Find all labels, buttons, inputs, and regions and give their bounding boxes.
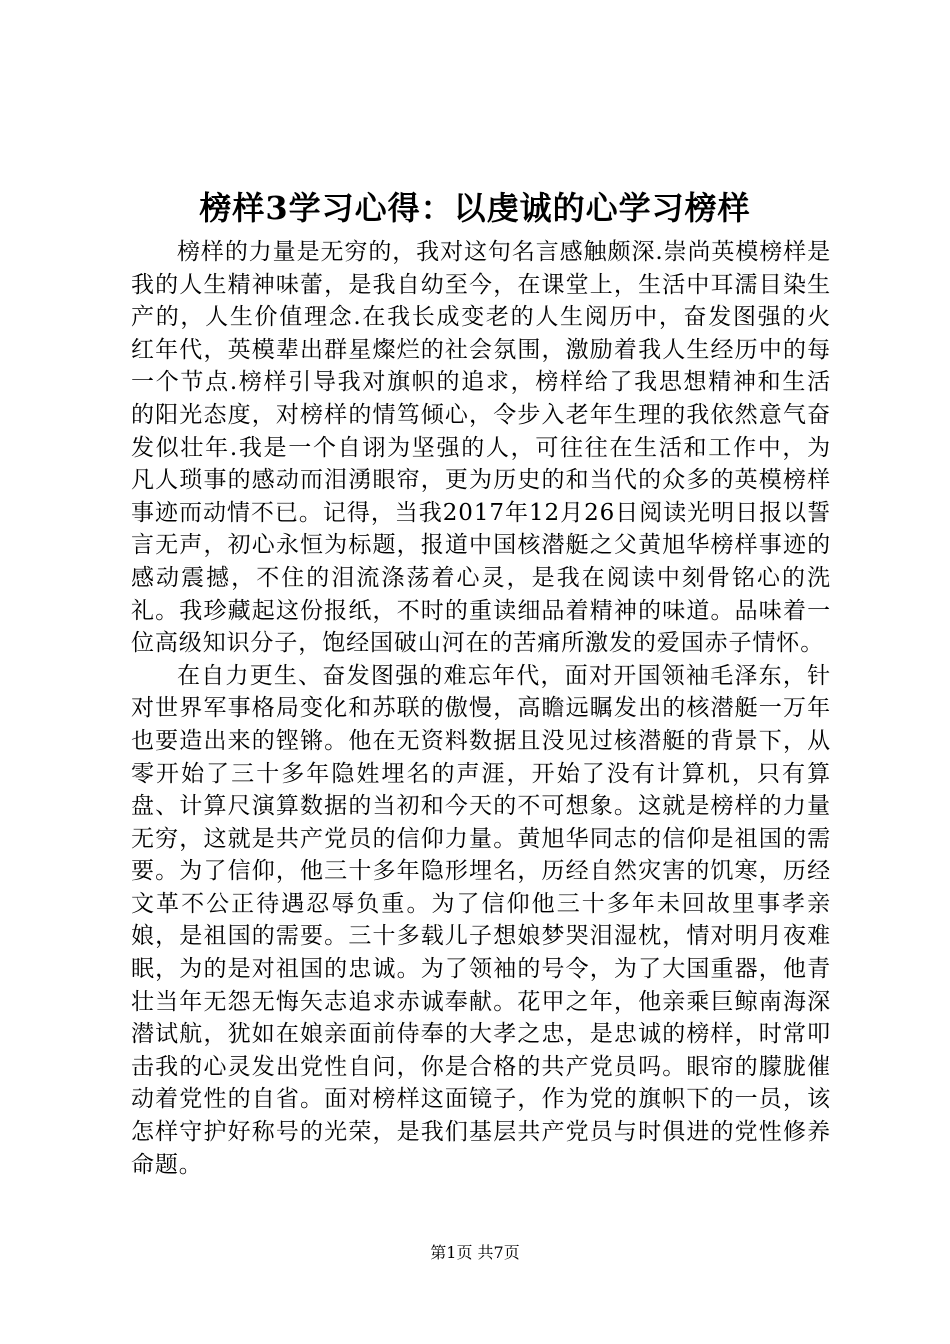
page-number-footer: 第1页 共7页 bbox=[430, 1243, 520, 1262]
document-body bbox=[131, 236, 831, 1181]
document-title: 榜样3学习心得：以虔诚的心学习榜样 bbox=[199, 189, 751, 227]
paragraph: 在自力更生、奋发图强的难忘年代，面对开国领袖毛泽东，针对世界军事格局变化和苏联的傲慢，高瞻远瞩发出的核潜艇一万年也要造出来的铿锵。他在无资料数据且没见过核潜艇的背景下，从零开始了三十多年隐姓埋名的声涯，开始了没有计算机，只有算盘、计算尺演算数据的当初和今天的不可想象。这就是榜样的力量无穷，这就是共产党员的信仰力量。黄旭华同志的信仰是祖国的需要。为了信仰，他三十多年隐形埋名，历经自然灾害的饥寒，历经文革不公正待遇忍辱负重。为了信仰他三十多年未回故里事孝亲娘，是祖国的需要。三十多载儿子想娘梦哭泪湿枕，情对明月夜难眠，为的是对祖国的忠诚。为了领袖的号令，为了大国重器，他青壮当年无怨无悔矢志追求赤诚奉献。花甲之年，他亲乘巨鲸南海深潜试航，犹如在娘亲面前侍奉的大孝之忠，是忠诚的榜样，时常叩击我的心灵发出党性自问，你是合格的共产党员吗。眼帘的朦胧催动着党性的自省。面对榜样这面镜子，作为党的旗帜下的一员，该怎样守护好称号的光荣，是我们基层共产党员与时俱进的党性修养命题。 bbox=[131, 662, 831, 1178]
paragraph: 榜样的力量是无穷的，我对这句名言感触颇深.崇尚英模榜样是我的人生精神味蕾，是我自幼至今，在课堂上，生活中耳濡目染生产的，人生价值理念.在我长成变老的人生阅历中，奋发图强的火红年代，英模辈出群星燦烂的社会氛围，激励着我人生经历中的每一个节点.榜样引导我对旗帜的追求，榜样给了我思想精神和生活的阳光态度，对榜样的情笃倾心，令步入老年生理的我依然意气奋发似壮年.我是一个自诩为坚强的人，可往往在生活和工作中，为凡人琐事的感动而泪湧眼帘，更为历史的和当代的众多的英模榜样事迹而动情不已。记得，当我2017年12月26日阅读光明日报以誓言无声，初心永恒为标题，报道中国核潜艇之父黄旭华榜样事迹的感动震撼，不住的泪流涤荡着心灵，是我在阅读中刻骨铭心的洗礼。我珍藏起这份报纸，不时的重读细品着精神的味道。品味着一位高级知识分子，饱经国破山河在的苦痛所激发的爱国赤子情怀。 bbox=[131, 239, 831, 657]
